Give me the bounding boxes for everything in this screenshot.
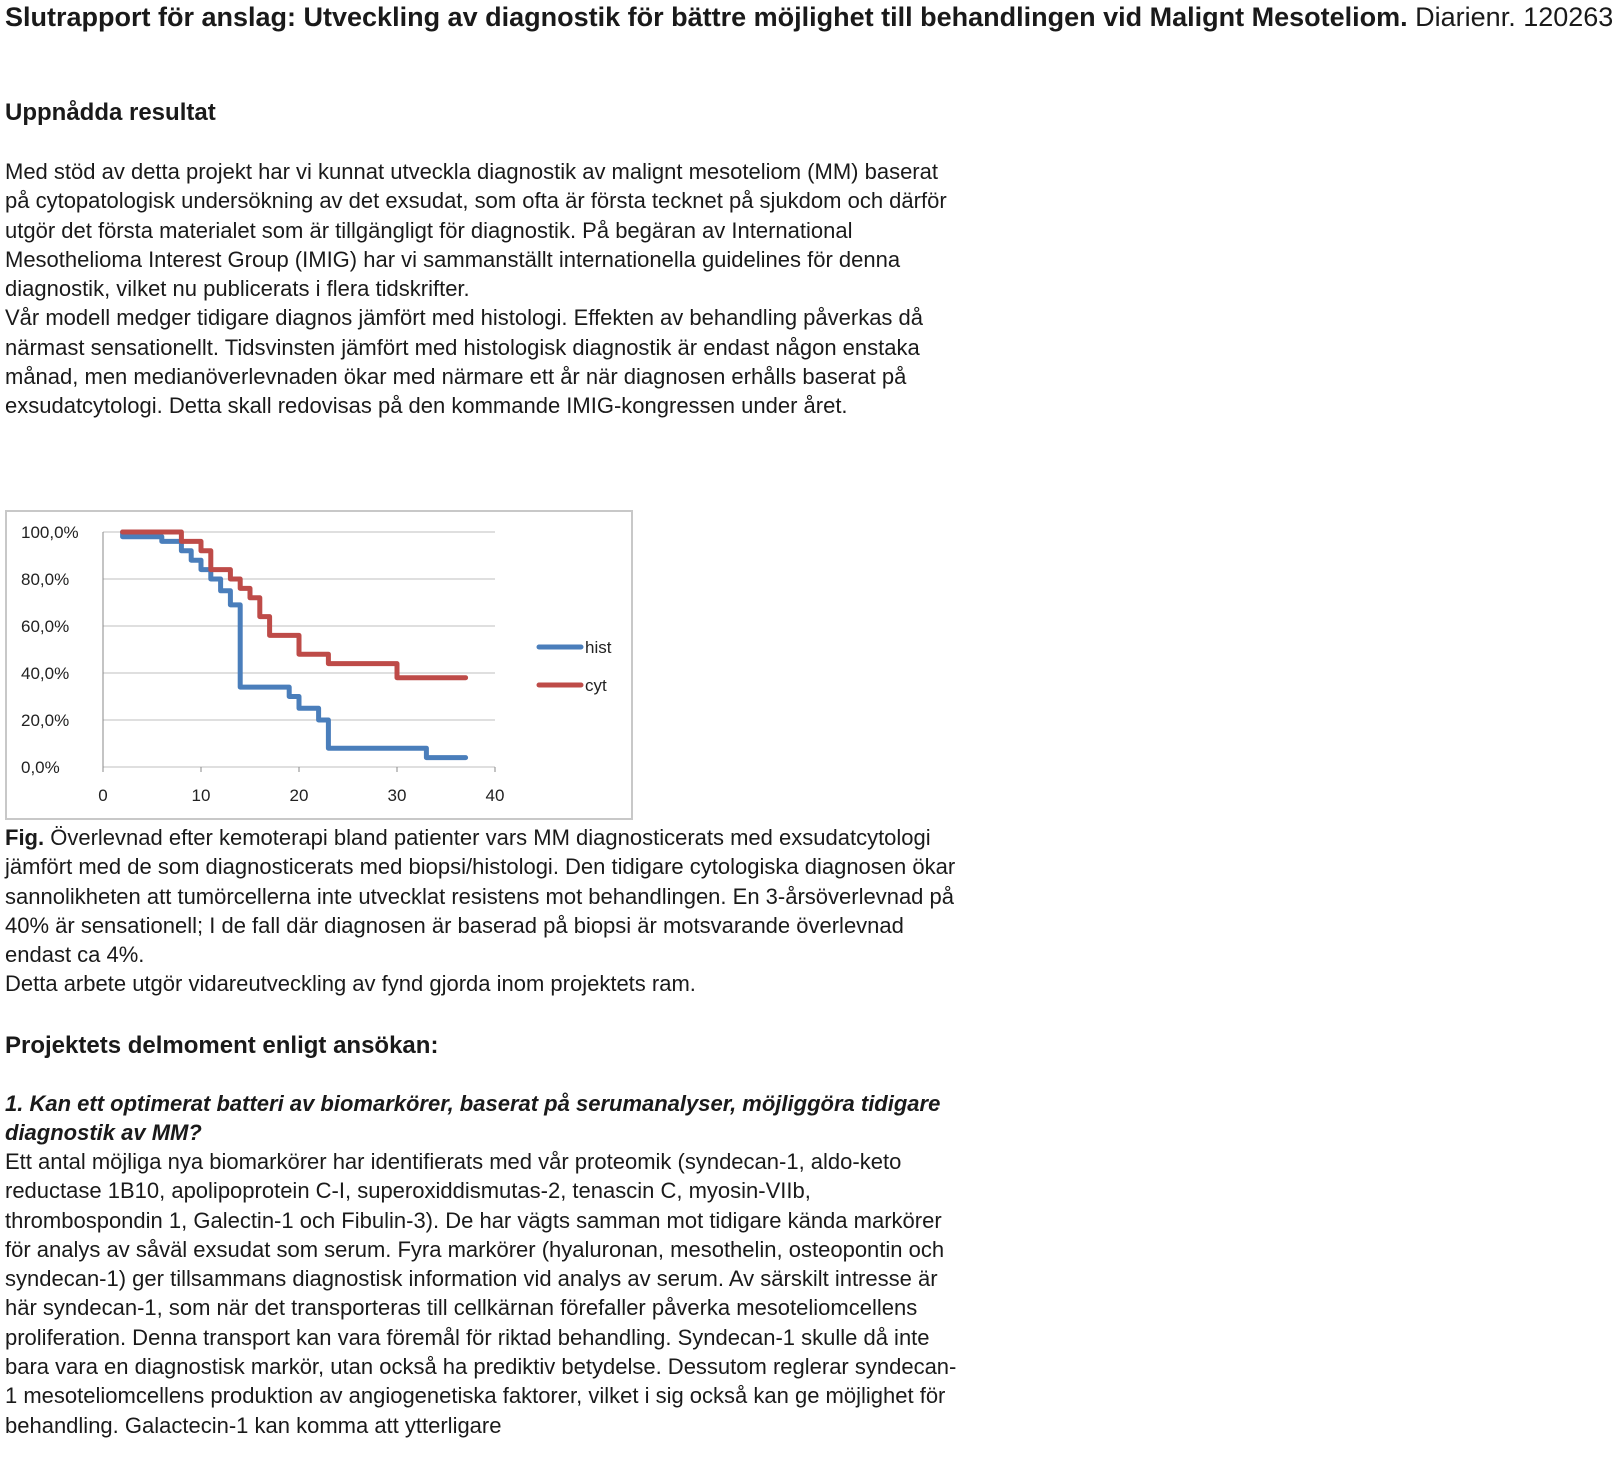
intro-paragraph-1: Med stöd av detta projekt har vi kunnat utveckla diagnostik av malignt mesoteliom (MM) baserat på cytopatologisk undersökning av det exsudat, som ofta är första tecknet på sjukdom och därför utgör det första materialet som är tillgängligt för diagnostik. På begäran av International Mesothelioma Interest Group (IMIG) har vi sammanställt internationella guidelines för denna diagnostik, vilket nu publicerats i flera tidskrifter.: [5, 159, 947, 302]
caption-text: Överlevnad efter kemoterapi bland patienter vars MM diagnosticerats med exsudatcytologi jämfört med de som diagnosticerats med biopsi/histologi. Den tidigare cytologiska diagnosen ökar sannolikheten att tumörcellerna inte utvecklat resistens mot behandlingen. En 3-årsöverlevnad på 40% är sensationell; I de fall där diagnosen är baserad på biopsi är motsvarande överlevnad endast ca 4%.: [5, 825, 956, 968]
question-1: 1. Kan ett optimerat batteri av biomarkörer, baserat på serumanalyser, möjliggöra tidigare diagnostik av MM?: [5, 1091, 941, 1146]
series-line-cyt: [123, 532, 466, 678]
legend-label-hist: hist: [585, 638, 612, 657]
report-title-bold: Slutrapport för anslag: Utveckling av diagnostik för bättre möjlighet till behandlingen vid Malignt Mesoteliom.: [5, 2, 1408, 32]
figure-caption: [5, 823, 957, 999]
x-tick-label: 20: [289, 786, 309, 805]
x-tick-label: 40: [485, 786, 505, 805]
y-tick-label: 0,0%: [21, 758, 60, 777]
y-tick-label: 100,0%: [21, 523, 79, 542]
heading-results: Uppnådda resultat: [5, 99, 216, 126]
x-tick-label: 10: [191, 786, 211, 805]
survival-chart: [5, 510, 633, 820]
legend-label-cyt: cyt: [585, 676, 607, 695]
survival-chart-svg: [7, 512, 631, 818]
heading-project-parts: Projektets delmoment enligt ansökan:: [5, 1032, 439, 1059]
caption-label: Fig.: [5, 825, 45, 850]
caption-paragraph-2: Detta arbete utgör vidareutveckling av fynd gjorda inom projektets ram.: [5, 971, 696, 997]
caption-paragraph: [5, 823, 957, 969]
x-tick-label: 0: [98, 786, 108, 805]
report-title: [5, 0, 1613, 34]
intro-section: [5, 157, 957, 421]
y-tick-label: 20,0%: [21, 711, 70, 730]
biomarker-paragraph: Ett antal möjliga nya biomarkörer har identifierats med vår proteomik (syndecan-1, aldo-keto reductase 1B10, apolipoprotein C-I, superoxiddismutas-2, tenascin C, myosin-VIIb, thrombospondin 1, Galectin-1 och Fibulin-3). De har vägts samman mot tidigare kända markörer för analys av såväl exsudat som serum. Fyra markörer (hyaluronan, mesothelin, osteopontin och syndecan-1) ger tillsammans diagnostisk information vid analys av serum. Av särskilt intresse är här syndecan-1, som när det transporteras till cellkärnan förefaller påverka mesoteliomcellens proliferation. Denna transport kan vara föremål för riktad behandling. Syndecan-1 skulle då inte bara vara en diagnostisk markör, utan också ha prediktiv betydelse. Dessutom reglerar syndecan-1 mesoteliomcellens produktion av angiogenetiska faktorer, vilket i sig också kan ge möjlighet för behandling. Galactecin-1 kan komma att ytterligare: [5, 1149, 957, 1438]
y-tick-label: 60,0%: [21, 617, 70, 636]
x-tick-label: 30: [387, 786, 407, 805]
document-page: [5, 0, 1613, 1438]
y-tick-label: 40,0%: [21, 664, 70, 683]
intro-paragraph-2: Vår modell medger tidigare diagnos jämfört med histologi. Effekten av behandling påverkas då närmast sensationellt. Tidsvinsten jämfört med histologisk diagnostik är endast någon enstaka månad, men medianöverlevnaden ökar med närmare ett år när diagnosen erhålls baserat på exsudatcytologi. Detta skall redovisas på den kommande IMIG-kongressen under året.: [5, 305, 924, 419]
series-line-hist: [123, 532, 466, 758]
y-tick-label: 80,0%: [21, 570, 70, 589]
report-diarienr: Diarienr. 120263: [1407, 2, 1613, 32]
